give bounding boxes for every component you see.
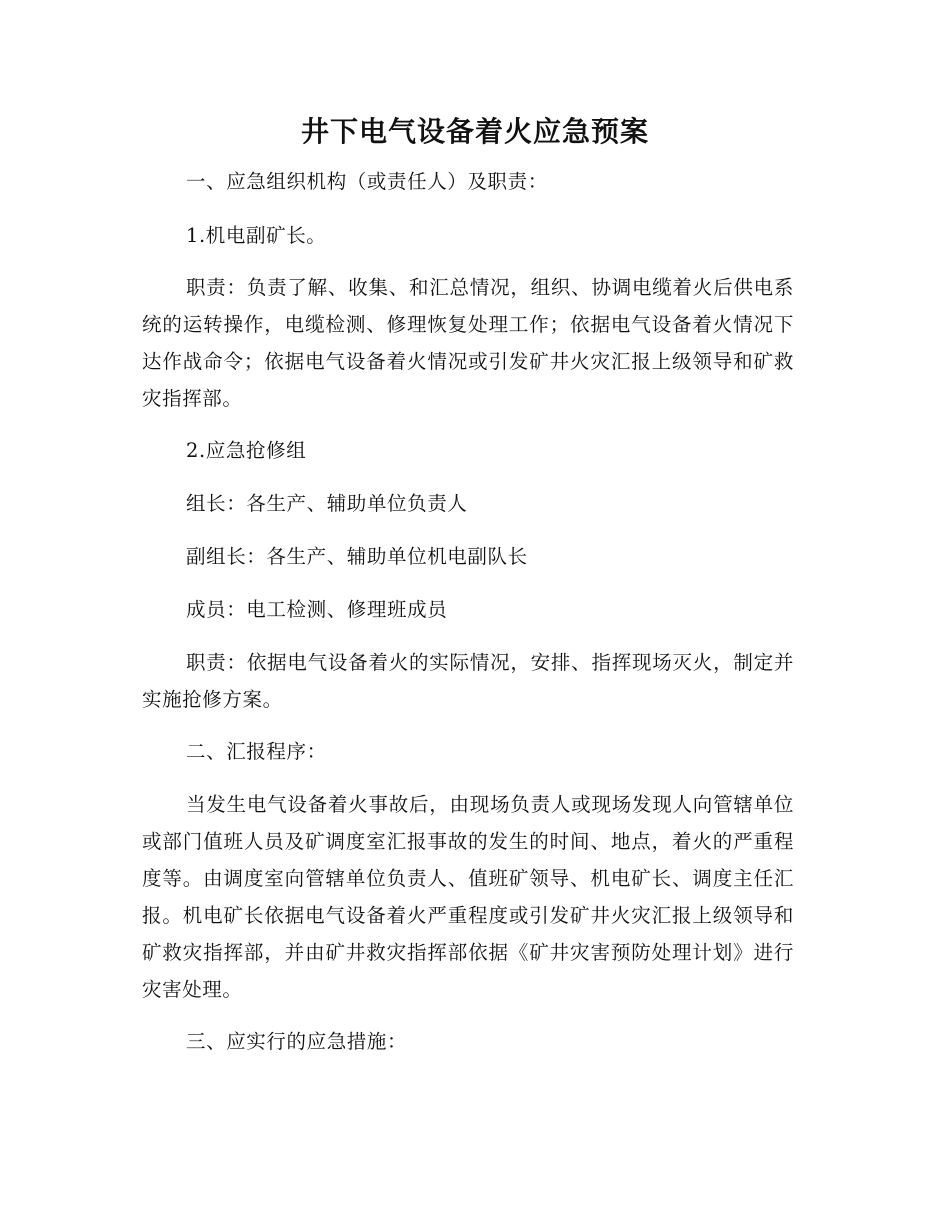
paragraph-deputy-duties: 职责：负责了解、收集、和汇总情况，组织、协调电缆着火后供电系统的运转操作，电缆检测、修理恢复处理工作；依据电气设备着火情况下达作战命令；依据电气设备着火情况或引发矿井火灾汇报上级领导和矿救灾指挥部。 xyxy=(142,276,794,410)
paragraph-deputy-team-leader: 副组长：各生产、辅助单位机电副队长 xyxy=(186,545,528,568)
section-heading-organization: 一、应急组织机构（或责任人）及职责： xyxy=(186,170,548,193)
paragraph-team-members: 成员：电工检测、修理班成员 xyxy=(186,598,448,621)
document-title: 井下电气设备着火应急预案 xyxy=(300,115,649,148)
item-heading-deputy-mine-manager: 1.机电副矿长。 xyxy=(186,224,327,247)
paragraph-team-duties: 职责：依据电气设备着火的实际情况，安排、指挥现场灭火，制定并实施抢修方案。 xyxy=(142,651,794,711)
item-heading-repair-team: 2.应急抢修组 xyxy=(186,439,307,462)
section-heading-reporting: 二、汇报程序： xyxy=(186,740,327,763)
paragraph-team-leader: 组长：各生产、辅助单位负责人 xyxy=(186,492,468,515)
paragraph-reporting-procedure: 当发生电气设备着火事故后，由现场负责人或现场发现人向管辖单位或部门值班人员及矿调度室汇报事故的发生的时间、地点，着火的严重程度等。由调度室向管辖单位负责人、值班矿领导、机电矿长、调度主任汇报。机电矿长依据电气设备着火严重程度或引发矿井火灾汇报上级领导和矿救灾指挥部，并由矿井救灾指挥部依据《矿井灾害预防处理计划》进行灾害处理。 xyxy=(142,793,794,1001)
section-heading-emergency-measures: 三、应实行的应急措施： xyxy=(186,1030,408,1053)
